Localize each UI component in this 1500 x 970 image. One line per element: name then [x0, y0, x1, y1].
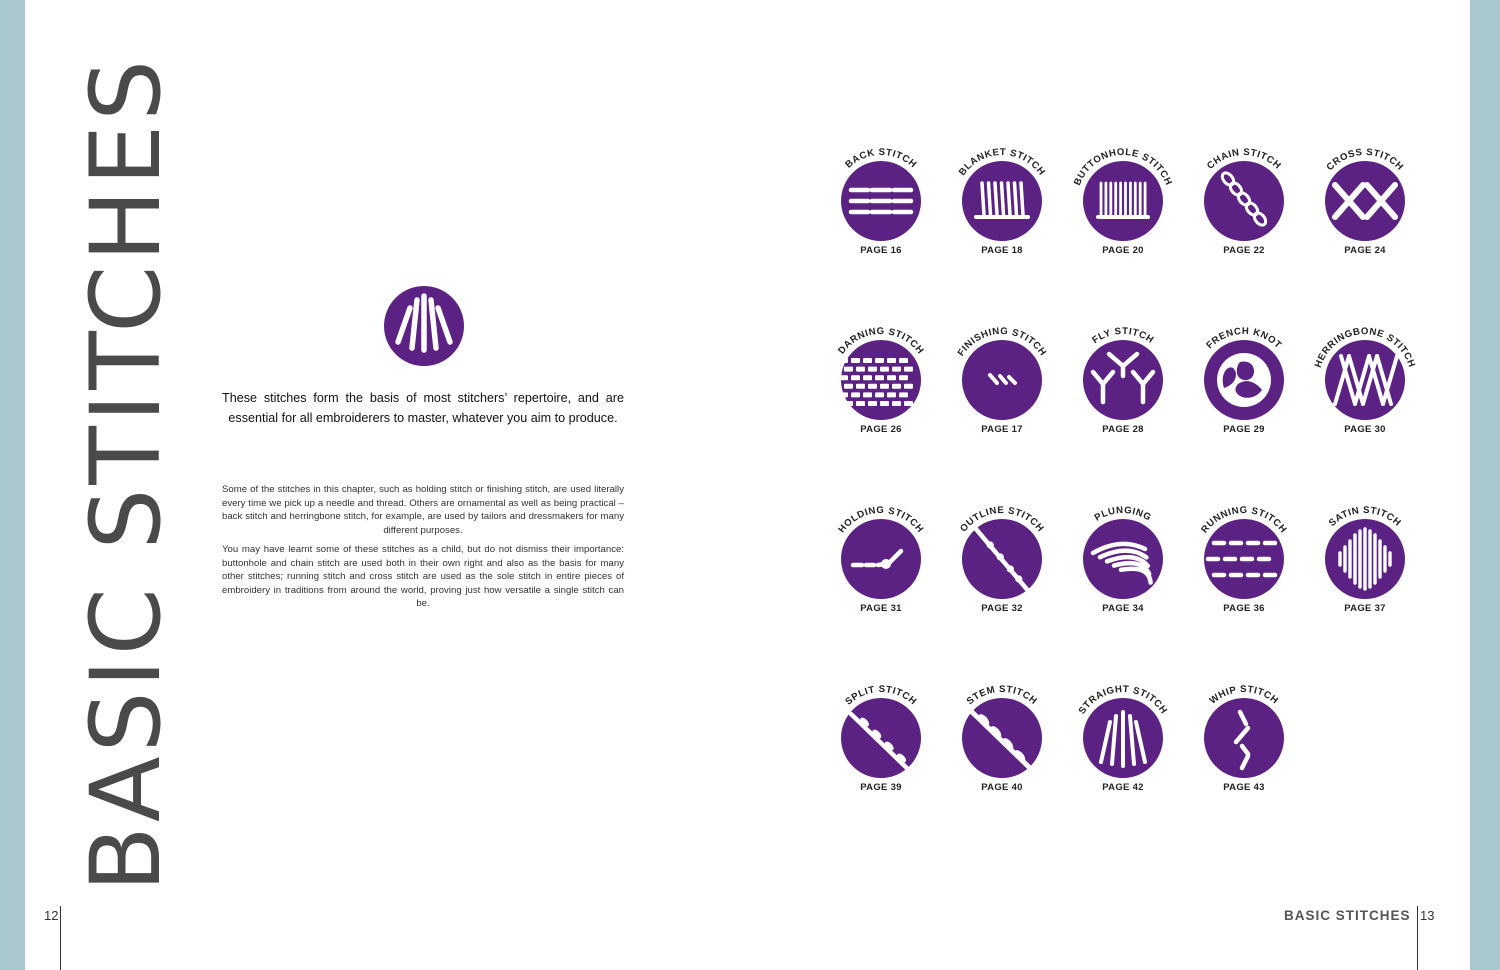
stitch-index-item[interactable]: [1060, 501, 1186, 631]
page-number-right: 13: [1420, 908, 1435, 923]
stitch-page-ref: PAGE 18: [981, 245, 1023, 256]
stitch-page-ref: PAGE 24: [1344, 245, 1386, 256]
stitch-page-ref: PAGE 36: [1223, 603, 1265, 614]
stitch-page-ref: PAGE 40: [981, 782, 1023, 793]
stitch-index-item[interactable]: [818, 322, 944, 452]
stitch-name: STEM STITCH: [964, 683, 1040, 708]
cross-stitch-icon: [1325, 161, 1405, 241]
stitch-name: CHAIN STITCH: [1204, 146, 1284, 172]
stitch-page-ref: PAGE 32: [981, 603, 1023, 614]
stitch-name: SPLIT STITCH: [843, 683, 919, 708]
stitch-name: FRENCH KNOT: [1204, 325, 1284, 352]
back-stitch-icon: [841, 161, 921, 241]
whip-stitch-icon: [1204, 698, 1284, 778]
stitch-name: STRAIGHT STITCH: [1076, 683, 1170, 717]
stitch-page-ref: PAGE 22: [1223, 245, 1265, 256]
plunging-icon: [1083, 519, 1163, 599]
stitch-index-item[interactable]: [1181, 501, 1307, 631]
stitch-index-item[interactable]: [939, 680, 1065, 810]
stitch-index-item[interactable]: [939, 322, 1065, 452]
stitch-name: BLANKET STITCH: [956, 146, 1048, 178]
page-number-left: 12: [44, 908, 59, 923]
stitch-name: PLUNGING: [1092, 504, 1154, 524]
fly-stitch-icon: [1083, 340, 1163, 420]
stitch-index-item[interactable]: [939, 501, 1065, 631]
stitch-page-ref: PAGE 37: [1344, 603, 1386, 614]
stitch-index-item[interactable]: [818, 501, 944, 631]
chapter-title: BASIC STITCHES: [70, 55, 182, 892]
chapter-intro: These stitches form the basis of most stitchers’ repertoire, and are essential for all embroiderers to master, whatever you aim to produce.: [222, 391, 624, 425]
outline-stitch-icon: [962, 519, 1042, 599]
blanket-stitch-icon: [962, 161, 1042, 241]
finishing-stitch-icon: [962, 340, 1042, 420]
stitch-name: BACK STITCH: [843, 146, 919, 171]
stitch-name: RUNNING STITCH: [1199, 504, 1289, 536]
stitch-index-item[interactable]: [818, 143, 944, 273]
stitch-index-item[interactable]: [818, 680, 944, 810]
stitch-index-item[interactable]: [1181, 680, 1307, 810]
stitch-page-ref: PAGE 39: [860, 782, 902, 793]
straight-stitch-icon: [1083, 698, 1163, 778]
chain-stitch-icon: [1204, 161, 1284, 241]
stitch-index-item[interactable]: [1060, 680, 1186, 810]
stitch-name: WHIP STITCH: [1207, 683, 1281, 707]
buttonhole-stitch-icon: [1083, 161, 1163, 241]
stitch-index-item[interactable]: [1181, 143, 1307, 273]
stitch-page-ref: PAGE 20: [1102, 245, 1144, 256]
stitch-index-item[interactable]: [1302, 322, 1428, 452]
stitch-name: SATIN STITCH: [1326, 504, 1404, 529]
french-knot-icon: [1204, 340, 1284, 420]
straight-stitch-chapter-icon: [384, 286, 464, 366]
page-number-rule: [1417, 906, 1418, 970]
stitch-page-ref: PAGE 34: [1102, 603, 1144, 614]
stitch-page-ref: PAGE 43: [1223, 782, 1265, 793]
split-stitch-icon: [841, 698, 921, 778]
stitch-index-item[interactable]: [939, 143, 1065, 273]
stitch-page-ref: PAGE 29: [1223, 424, 1265, 435]
stitch-name: CROSS STITCH: [1324, 146, 1406, 173]
stitch-index-item[interactable]: [1302, 143, 1428, 273]
stitch-page-ref: PAGE 26: [860, 424, 902, 435]
stitch-page-ref: PAGE 16: [860, 245, 902, 256]
stitch-page-ref: PAGE 42: [1102, 782, 1144, 793]
holding-stitch-icon: [841, 519, 921, 599]
stitch-page-ref: PAGE 17: [981, 424, 1023, 435]
darning-stitch-icon: [839, 340, 921, 420]
satin-stitch-icon: [1325, 519, 1405, 599]
stitch-name: DARNING STITCH: [836, 325, 926, 357]
stem-stitch-icon: [962, 698, 1042, 778]
running-stitch-icon: [1204, 519, 1284, 599]
right-page-edge: [1470, 0, 1500, 970]
stitch-name: BUTTONHOLE STITCH: [1071, 146, 1175, 188]
stitch-name: HOLDING STITCH: [836, 504, 926, 536]
stitch-name: FLY STITCH: [1090, 325, 1156, 347]
stitch-page-ref: PAGE 30: [1344, 424, 1386, 435]
herringbone-stitch-icon: [1325, 340, 1405, 420]
stitch-page-ref: PAGE 31: [860, 603, 902, 614]
stitch-page-ref: PAGE 28: [1102, 424, 1144, 435]
stitch-name: OUTLINE STITCH: [958, 504, 1046, 535]
stitch-index-item[interactable]: [1060, 322, 1186, 452]
stitch-name: HERRINGBONE STITCH: [1312, 326, 1418, 370]
body-paragraph: You may have learnt some of these stitches as a child, but do not dismiss their importance: buttonhole and chain stitch are used both in their own right and also as the basis for many other stitches; running stitch and cross stitch are used as the sole stitch in entire pieces of embroidery in traditions from around the world, proving just how versatile a single stitch can be.: [222, 544, 624, 609]
stitch-name: FINISHING STITCH: [955, 325, 1049, 359]
left-page-edge: [0, 0, 25, 970]
running-head: BASIC STITCHES: [1284, 908, 1411, 923]
stitch-index-item[interactable]: [1302, 501, 1428, 631]
page-number-rule: [60, 906, 61, 970]
stitch-index-item[interactable]: [1060, 143, 1186, 273]
body-paragraph: Some of the stitches in this chapter, such as holding stitch or finishing stitch, are used literally every time we pick up a needle and thread. Others are ornamental as well as being practical – back stitch and herringbone stitch, for example, are used by tailors and dressmakers for many different purposes.: [222, 484, 624, 536]
chapter-body: [222, 483, 624, 617]
stitch-index-item[interactable]: [1181, 322, 1307, 452]
